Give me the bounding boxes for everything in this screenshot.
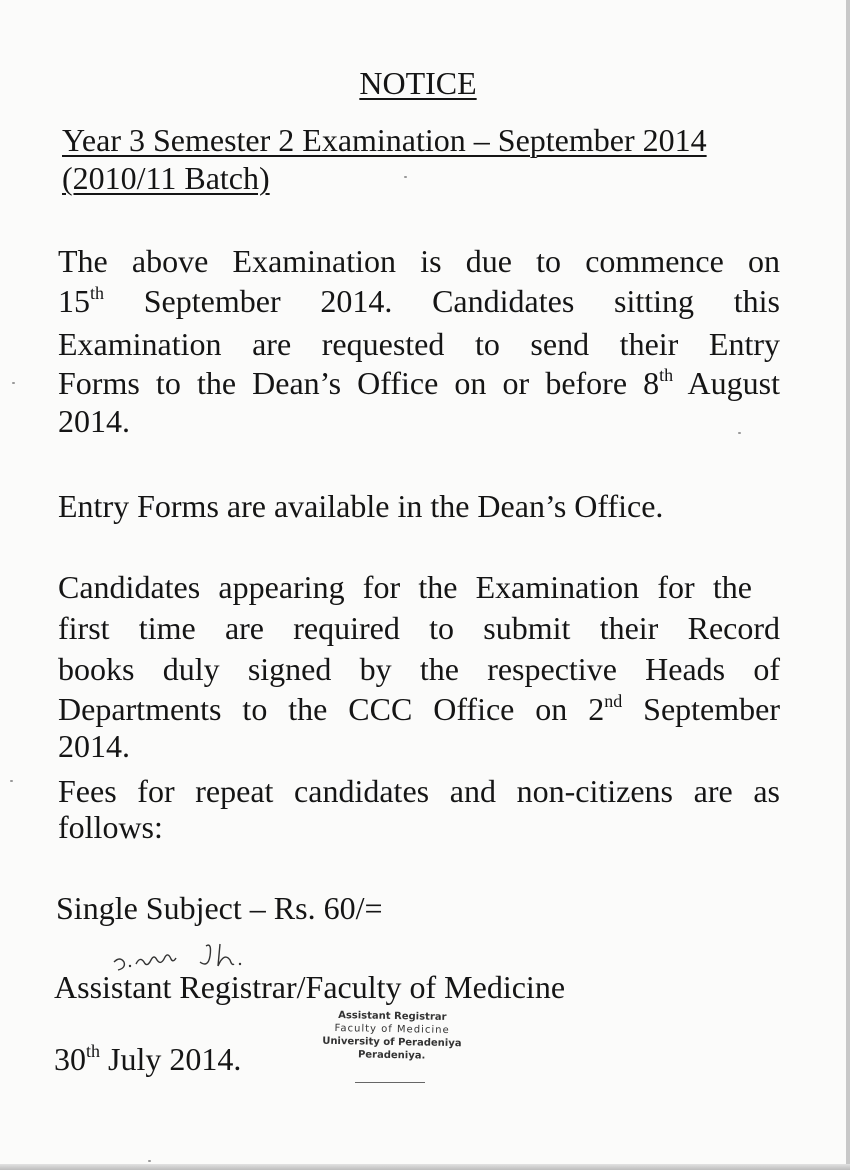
date-day-suffix: th bbox=[86, 1041, 101, 1061]
paragraph4-line1: Fees for repeat candidates and non-citizens are as bbox=[58, 773, 780, 809]
paragraph3-line4 bbox=[58, 690, 780, 728]
paragraph1-line1: The above Examination is due to commence on bbox=[58, 243, 780, 279]
paragraph4-line2: follows: bbox=[58, 809, 163, 845]
commence-day-suffix: th bbox=[90, 283, 105, 303]
scan-speck bbox=[738, 432, 741, 434]
paragraph3-line4-rest: September bbox=[622, 691, 781, 727]
stamp-line3: University of Peradeniya bbox=[322, 1035, 462, 1050]
paragraph1-line2-rest: September 2014. Candidates sitting this bbox=[104, 283, 780, 319]
paragraph1-line5: 2014. bbox=[58, 403, 130, 439]
scan-speck bbox=[148, 1160, 151, 1162]
exam-heading-line1: Year 3 Semester 2 Examination – September 2014 bbox=[62, 122, 707, 158]
paragraph3-line2: first time are required to submit their Record bbox=[58, 610, 780, 646]
record-day-suffix: nd bbox=[604, 691, 623, 711]
paragraph1-line3: Examination are requested to send their Entry bbox=[58, 326, 780, 362]
paragraph3-line1: Candidates appearing for the Examination for the bbox=[58, 569, 752, 605]
signatory-title: Assistant Registrar/Faculty of Medicine bbox=[54, 969, 566, 1005]
date-rest: July 2014. bbox=[100, 1041, 242, 1077]
scan-speck bbox=[12, 382, 15, 384]
scan-edge-right bbox=[846, 0, 850, 1170]
paragraph3-line4-text: Departments to the CCC Office on 2 bbox=[58, 691, 605, 727]
stamp-line2: Faculty of Medicine bbox=[334, 1022, 450, 1037]
scan-speck bbox=[10, 780, 13, 782]
paragraph1-line4 bbox=[58, 364, 780, 402]
paragraph3-line3: books duly signed by the respective Heads of bbox=[58, 651, 780, 687]
paragraph1-line2 bbox=[58, 282, 780, 320]
single-subject-fee: Single Subject – Rs. 60/= bbox=[56, 890, 383, 926]
deadline-day-suffix: th bbox=[659, 365, 674, 385]
paragraph2-line1: Entry Forms are available in the Dean’s Office. bbox=[58, 488, 664, 524]
scan-speck bbox=[404, 176, 407, 178]
official-stamp bbox=[302, 1008, 483, 1063]
exam-heading-line2: (2010/11 Batch) bbox=[62, 160, 270, 196]
date-day: 30 bbox=[54, 1041, 86, 1077]
paragraph3-line5: 2014. bbox=[58, 728, 130, 764]
stamp-line4: Peradeniya. bbox=[357, 1049, 426, 1062]
scan-edge-bottom bbox=[0, 1164, 850, 1170]
stamp-underline bbox=[355, 1082, 425, 1083]
stamp-line1: Assistant Registrar bbox=[338, 1010, 447, 1023]
paragraph1-line4-rest: August bbox=[673, 365, 781, 401]
notice-title: NOTICE bbox=[359, 65, 477, 101]
commence-day: 15 bbox=[58, 283, 90, 319]
paragraph1-line4-text: Forms to the Dean’s Office on or before 8 bbox=[58, 365, 660, 401]
